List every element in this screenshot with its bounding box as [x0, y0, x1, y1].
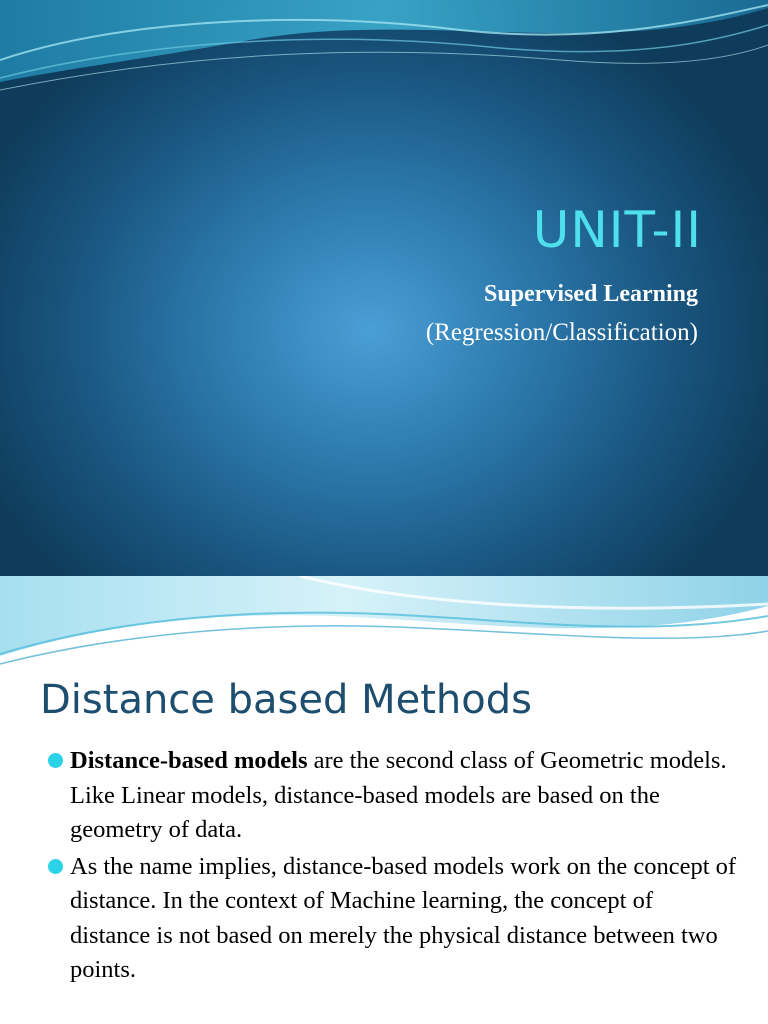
slide1-subtitle: Supervised Learning [483, 281, 698, 307]
header-wave-decoration [0, 576, 768, 676]
bullet-bold-text: Distance-based models [70, 747, 308, 774]
bullet-dot-icon [48, 859, 63, 874]
bullet-text: As the name implies, distance-based models work on the concept of distance. In the context of Machine learning, the concept of distance is not based on merely the physical distance between two points. [70, 852, 737, 983]
bullet-item [48, 744, 738, 848]
content-slide [0, 576, 768, 1024]
slide2-title: Distance based Methods [40, 677, 532, 723]
slide1-subtitle-secondary: (Regression/Classification) [425, 319, 698, 346]
slide1-title: UNIT-II [532, 201, 702, 259]
bullet-item [48, 850, 738, 988]
bullet-text: are the second class of Geometric models. Like Linear models, distance-based models are based on the geometry of data. [70, 747, 727, 843]
bullet-dot-icon [48, 753, 63, 768]
bullet-list [48, 744, 738, 990]
header-wave-decoration [0, 0, 768, 120]
